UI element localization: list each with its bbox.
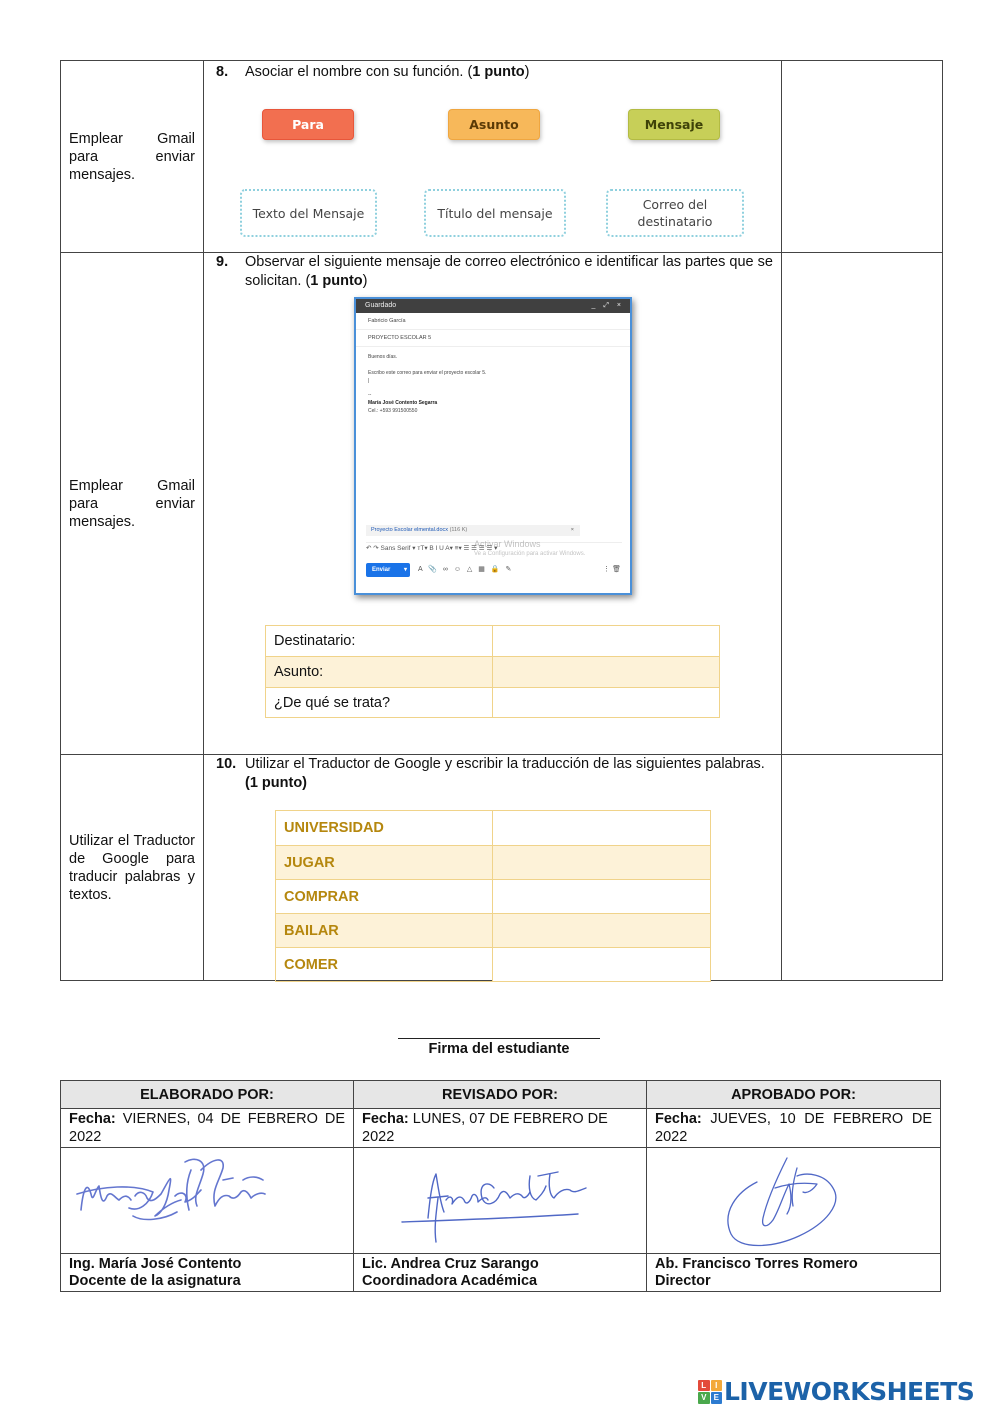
score-cell <box>782 61 943 253</box>
header-revisado: REVISADO POR: <box>354 1081 647 1109</box>
student-signature-line <box>398 1038 600 1039</box>
window-controls-icon: _ ⤢ × <box>591 302 624 309</box>
word-universidad: UNIVERSIDAD <box>276 811 493 846</box>
translation-input[interactable] <box>493 948 711 982</box>
activity-table <box>60 60 943 981</box>
translation-input[interactable] <box>493 811 711 846</box>
table-row <box>276 811 711 846</box>
drop-target-correo[interactable]: Correo del destinatario <box>606 189 744 237</box>
label-destinatario: Destinatario: <box>266 626 493 657</box>
activity-row-10 <box>61 755 943 981</box>
word-comprar: COMPRAR <box>276 880 493 914</box>
table-row <box>276 914 711 948</box>
question-8: 8. Asociar el nombre con su función. (1 punto) <box>216 64 530 80</box>
question-cell-10 <box>204 755 782 981</box>
approval-signature-row <box>61 1148 941 1254</box>
format-toolbar: ↶ ↷ Sans Serif ▾ тT▾ B I U A▾ ≡▾ ☰ ☰ ☰ ☰ ▾ <box>366 542 622 554</box>
question-number: 8. <box>216 64 229 80</box>
word-jugar: JUGAR <box>276 846 493 880</box>
date-aprobado: Fecha: JUEVES, 10 DE FEBRERO DE 2022 <box>647 1109 941 1148</box>
approval-table <box>60 1080 941 1292</box>
signature-revisado <box>354 1148 647 1254</box>
para-button[interactable]: Para <box>262 109 354 140</box>
email-to: Fabricio García <box>356 313 630 330</box>
label-tema: ¿De qué se trata? <box>266 688 493 718</box>
drop-target-texto[interactable]: Texto del Mensaje <box>240 189 377 237</box>
translation-table <box>275 810 711 982</box>
score-cell <box>782 755 943 981</box>
header-aprobado: APROBADO POR: <box>647 1081 941 1109</box>
windows-watermark: Activar Windows Ve a Configuración para activar Windows. <box>474 539 586 557</box>
skill-cell: Emplear Gmail para enviar mensajes. <box>61 253 204 755</box>
liveworksheets-mark-icon: L I V E <box>698 1380 722 1404</box>
question-cell-8 <box>204 61 782 253</box>
table-row <box>266 657 720 688</box>
translation-input[interactable] <box>493 914 711 948</box>
email-attachment: Proyecto Escolar elmental.docx (116 K) × <box>366 525 580 536</box>
skill-cell: Emplear Gmail para enviar mensajes. <box>61 61 204 253</box>
label-asunto: Asunto: <box>266 657 493 688</box>
translation-input[interactable] <box>493 846 711 880</box>
answer-asunto-input[interactable] <box>493 657 720 688</box>
email-body: Buenos días. Escribo este correo para enviar el proyecto escolar 5. | -- María José Contento Segarra Cel.: +593 991500550 <box>368 354 487 414</box>
question-number: 9. <box>216 254 229 270</box>
gmail-compose-screenshot <box>354 297 632 595</box>
name-elaborado: Ing. María José Contento Docente de la asignatura <box>61 1254 354 1292</box>
send-button: Enviar ▾ <box>366 563 410 577</box>
signature-aprobado <box>647 1148 941 1254</box>
chevron-down-icon: ▾ <box>403 567 407 573</box>
table-row <box>276 948 711 982</box>
handwritten-signature-1 <box>73 1150 273 1230</box>
answer-destinatario-input[interactable] <box>493 626 720 657</box>
table-row <box>266 688 720 718</box>
table-row <box>266 626 720 657</box>
answer-tema-input[interactable] <box>493 688 720 718</box>
mensaje-button[interactable]: Mensaje <box>628 109 720 140</box>
trash-icon: ⋮ 🗑 <box>603 566 621 573</box>
date-elaborado: Fecha: VIERNES, 04 DE FEBRERO DE 2022 <box>61 1109 354 1148</box>
liveworksheets-wordmark: LIVEWORKSHEETS <box>724 1377 975 1406</box>
header-elaborado: ELABORADO POR: <box>61 1081 354 1109</box>
word-bailar: BAILAR <box>276 914 493 948</box>
date-revisado: Fecha: LUNES, 07 DE FEBRERO DE 2022 <box>354 1109 647 1148</box>
question-10: 10. Utilizar el Traductor de Google y escribir la traducción de las siguientes palabras. (1 punto) <box>216 756 765 791</box>
translation-input[interactable] <box>493 880 711 914</box>
compose-title-bar: Guardado _ ⤢ × <box>356 299 630 313</box>
approval-name-row <box>61 1254 941 1292</box>
email-subject: PROYECTO ESCOLAR 5 <box>356 330 630 347</box>
approval-header-row <box>61 1081 941 1109</box>
activity-row-8 <box>61 61 943 253</box>
name-revisado: Lic. Andrea Cruz Sarango Coordinadora Académica <box>354 1254 647 1292</box>
student-signature-label: Firma del estudiante <box>428 1041 570 1057</box>
activity-row-9 <box>61 253 943 755</box>
email-parts-table <box>265 625 720 718</box>
table-row <box>276 880 711 914</box>
drop-target-titulo[interactable]: Título del mensaje <box>424 189 566 237</box>
close-icon: × <box>570 527 574 533</box>
asunto-button[interactable]: Asunto <box>448 109 540 140</box>
table-row <box>276 846 711 880</box>
liveworksheets-logo <box>698 1377 974 1406</box>
question-number: 10. <box>216 756 237 772</box>
score-cell <box>782 253 943 755</box>
question-9: 9. Observar el siguiente mensaje de correo electrónico e identificar las partes que se solicitan. (1 punto) <box>216 254 773 289</box>
question-cell-9 <box>204 253 782 755</box>
approval-date-row <box>61 1109 941 1148</box>
signature-elaborado <box>61 1148 354 1254</box>
handwritten-signature-2 <box>398 1158 598 1248</box>
handwritten-signature-3 <box>717 1148 857 1252</box>
word-comer: COMER <box>276 948 493 982</box>
name-aprobado: Ab. Francisco Torres Romero Director <box>647 1254 941 1292</box>
skill-cell: Utilizar el Traductor de Google para traducir palabras y textos. <box>61 755 204 981</box>
compose-tools-icons: A 📎 ∞ ☺ △ ▦ 🔒 ✎ <box>418 566 514 573</box>
